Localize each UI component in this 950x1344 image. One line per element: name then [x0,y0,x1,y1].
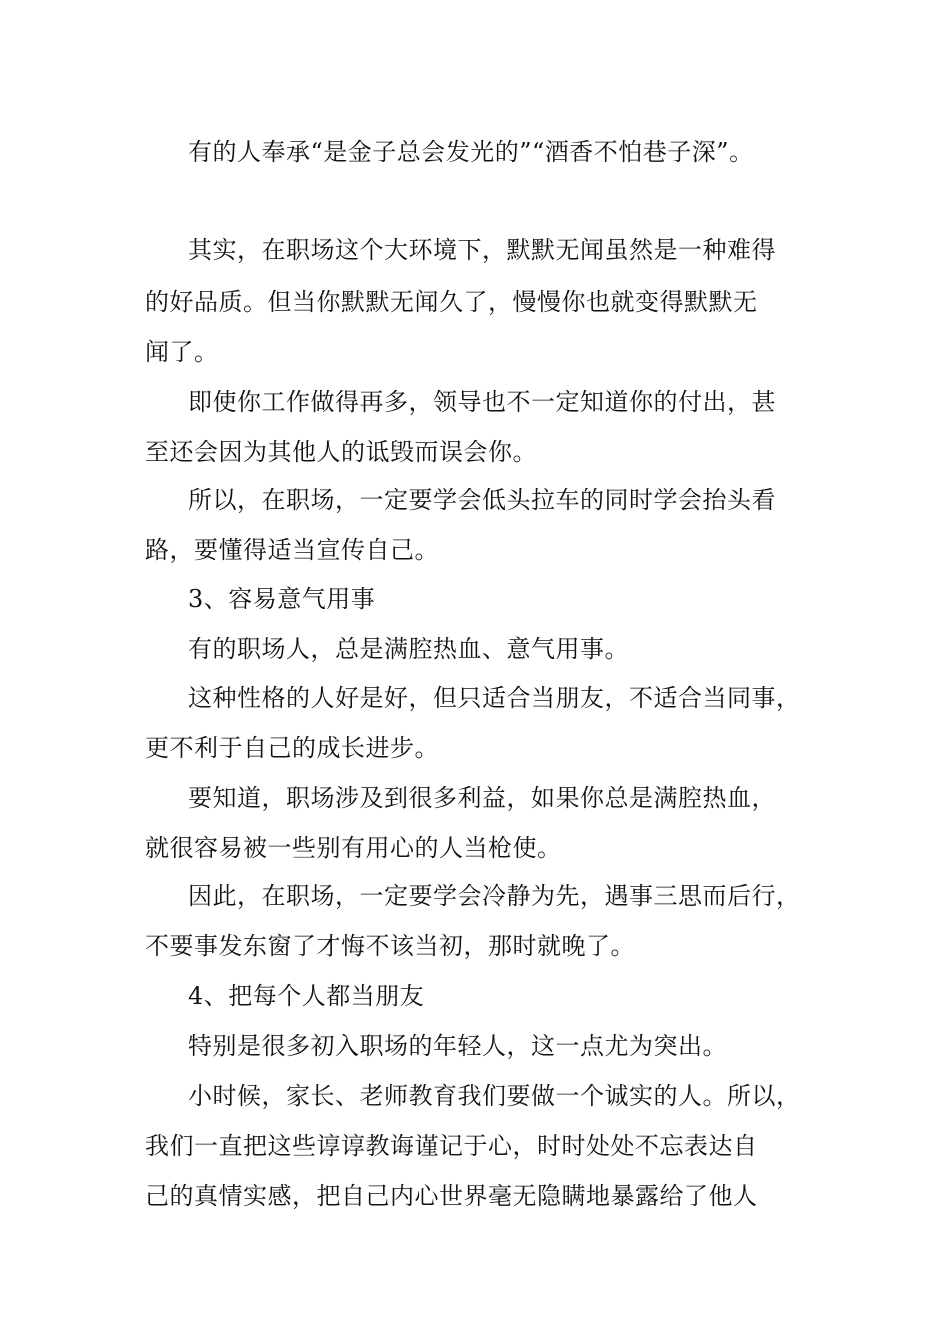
text-line: 要知道，职场涉及到很多利益，如果你总是满腔热血， [188,784,776,812]
text-line: 即使你工作做得再多，领导也不一定知道你的付出，甚 [188,388,776,416]
section-heading: 4、把每个人都当朋友 [188,982,425,1010]
text-line: 我们一直把这些谆谆教诲谨记于心，时时处处不忘表达自 [145,1132,758,1160]
text-line: 的好品质。但当你默默无闻久了，慢慢你也就变得默默无 [145,288,758,316]
text-line: 这种性格的人好是好，但只适合当朋友，不适合当同事， [188,684,801,712]
text-line: 所以，在职场，一定要学会低头拉车的同时学会抬头看 [188,486,776,514]
text-line: 因此，在职场，一定要学会冷静为先，遇事三思而后行， [188,882,801,910]
text-line: 特别是很多初入职场的年轻人，这一点尤为突出。 [188,1032,727,1060]
text-line: 路，要懂得适当宣传自己。 [145,536,439,564]
text-line: 不要事发东窗了才悔不该当初，那时就晚了。 [145,932,635,960]
text-line: 更不利于自己的成长进步。 [145,734,439,762]
text-line: 己的真情实感，把自己内心世界毫无隐瞒地暴露给了他人 [145,1182,758,1210]
section-heading: 3、容易意气用事 [188,585,376,613]
text-line: 其实，在职场这个大环境下，默默无闻虽然是一种难得 [188,236,776,264]
text-line: 就很容易被一些别有用心的人当枪使。 [145,834,562,862]
text-line: 有的人奉承“是金子总会发光的”“酒香不怕巷子深”。 [188,138,754,166]
text-line: 小时候，家长、老师教育我们要做一个诚实的人。所以， [188,1082,801,1110]
text-line: 有的职场人，总是满腔热血、意气用事。 [188,635,629,663]
text-line: 至还会因为其他人的诋毁而误会你。 [145,438,537,466]
text-line: 闻了。 [145,338,219,366]
